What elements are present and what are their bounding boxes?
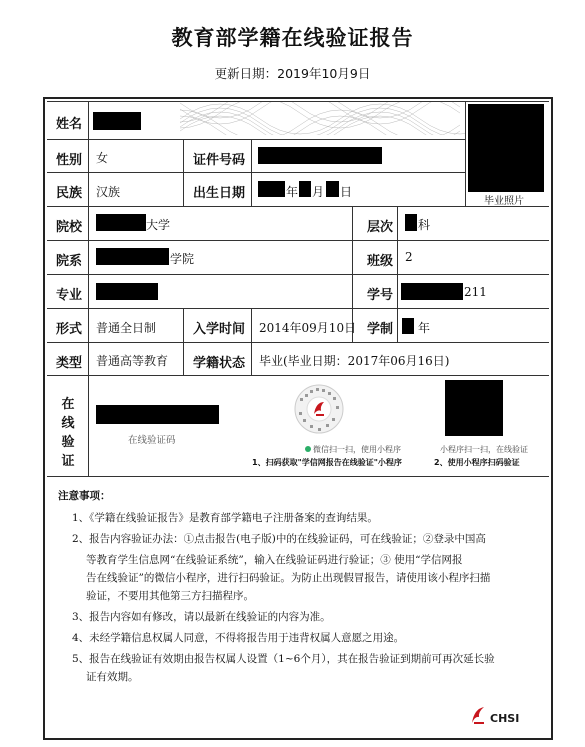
value-form: 普通全日制 — [96, 321, 157, 335]
note-line-5: 验证，不要用其他第三方扫描程序。 — [86, 590, 254, 602]
redacted-school — [96, 214, 146, 231]
mini-program-hint: 小程序扫一扫，在线验证 — [440, 445, 528, 454]
label-ethnicity: 民族 — [56, 186, 83, 201]
note-line-6: 3、报告内容如有修改，请以最新在线验证的内容为准。 — [72, 611, 331, 623]
value-gender: 女 — [96, 151, 109, 165]
school-suffix: 大学 — [146, 218, 171, 232]
note-line-9: 证有效期。 — [86, 671, 139, 683]
label-class: 班级 — [367, 254, 394, 269]
redacted-verify-code[interactable] — [96, 405, 219, 424]
value-status: 毕业(毕业日期：2017年06月16日) — [259, 354, 450, 368]
value-enroll-date: 2014年09月10日 — [259, 321, 357, 335]
label-level: 层次 — [367, 220, 394, 235]
graduation-photo — [468, 104, 544, 192]
label-form: 形式 — [56, 322, 83, 337]
birth-day-suffix: 日 — [340, 185, 353, 199]
verify-step-2: 2、使用小程序扫码验证 — [434, 458, 520, 467]
note-line-2: 2、报告内容验证办法：①点击报告(电子版)中的在线验证码，可在线验证；②登录中国高 — [72, 533, 486, 545]
label-major: 专业 — [56, 288, 83, 303]
value-type: 普通高等教育 — [96, 354, 169, 368]
label-id-number: 证件号码 — [193, 153, 246, 168]
update-date: 更新日期：2019年10月9日 — [214, 66, 371, 81]
wechat-qr-icon[interactable] — [292, 384, 346, 434]
birth-month-suffix: 月 — [312, 185, 325, 199]
note-line-3: 等教育学生信息网“在线验证系统”，输入在线验证码进行验证；③ 使用“学信网报 — [86, 554, 463, 566]
chsi-logo-icon — [470, 703, 488, 725]
redacted-birth-month — [299, 181, 311, 197]
verify-code-caption: 在线验证码 — [128, 435, 176, 446]
mini-program-qr[interactable] — [445, 380, 503, 436]
verify-step-1: 1、扫码获取"学信网报告在线验证"小程序 — [252, 458, 402, 467]
duration-suffix: 年 — [418, 321, 431, 335]
notes-title: 注意事项： — [58, 490, 111, 502]
note-line-7: 4、未经学籍信息权属人同意，不得将报告用于违背权属人意愿之用途。 — [72, 632, 405, 644]
department-suffix: 学院 — [170, 252, 195, 266]
redacted-id-number — [258, 147, 382, 164]
redacted-major — [96, 283, 158, 300]
guilloche-pattern — [180, 101, 465, 135]
label-type: 类型 — [56, 356, 83, 371]
value-ethnicity: 汉族 — [96, 185, 121, 199]
label-verify-2: 线 — [61, 416, 75, 431]
note-line-8: 5、报告在线验证有效期由报告权属人设置（1~6个月），其在报告验证到期前可再次延长验 — [72, 653, 495, 665]
label-student-number: 学号 — [367, 288, 394, 303]
redacted-birth-day — [326, 181, 339, 197]
redacted-name — [93, 112, 141, 130]
label-verify-3: 验 — [61, 435, 75, 450]
label-verify-1: 在 — [61, 397, 75, 412]
wechat-icon — [305, 446, 311, 452]
redacted-level — [405, 214, 417, 231]
redacted-department — [96, 248, 169, 265]
photo-caption: 毕业照片 — [484, 196, 524, 207]
redacted-birth-year — [258, 181, 285, 197]
label-enroll-date: 入学时间 — [193, 322, 246, 337]
value-class: 2 — [405, 250, 413, 264]
note-line-4: 告在线验证”的微信小程序，进行扫码验证。为防止出现假冒报告，请使用该小程序扫描 — [86, 572, 491, 584]
chsi-logo-text: CHSI — [490, 712, 520, 725]
label-duration: 学制 — [367, 322, 394, 337]
label-gender: 性别 — [56, 153, 83, 168]
level-suffix: 科 — [418, 218, 431, 232]
student-number-suffix: 211 — [464, 285, 487, 299]
redacted-duration — [402, 318, 414, 334]
redacted-student-number — [401, 283, 463, 300]
label-birth-date: 出生日期 — [193, 186, 246, 201]
report-title: 教育部学籍在线验证报告 — [171, 26, 414, 50]
label-department: 院系 — [56, 254, 83, 269]
birth-year-suffix: 年 — [286, 185, 299, 199]
label-status: 学籍状态 — [193, 356, 246, 371]
note-line-1: 1、《学籍在线验证报告》是教育部学籍电子注册备案的查询结果。 — [72, 512, 378, 524]
label-verify-4: 证 — [61, 454, 75, 469]
label-school: 院校 — [56, 220, 83, 235]
label-name: 姓名 — [56, 117, 83, 132]
wechat-hint: 微信扫一扫，使用小程序 — [305, 444, 401, 455]
